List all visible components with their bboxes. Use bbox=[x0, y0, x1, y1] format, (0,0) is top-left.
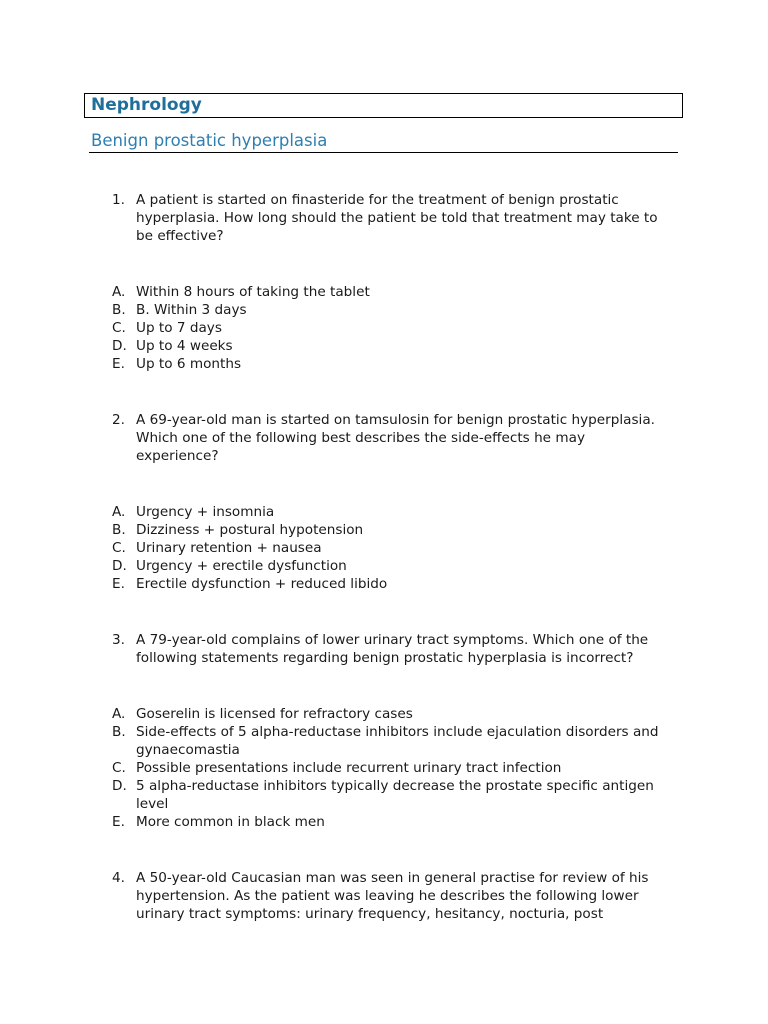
answer-option bbox=[0, 539, 671, 557]
option-text: Erectile dysfunction + reduced libido bbox=[136, 576, 388, 592]
option-text: 5 alpha-reductase inhibitors typically decrease the prostate specific antigen level bbox=[136, 778, 654, 812]
option-text: B. Within 3 days bbox=[136, 302, 247, 318]
option-letter: D. bbox=[112, 558, 127, 574]
option-letter: C. bbox=[112, 540, 126, 556]
option-letter: A. bbox=[112, 504, 126, 520]
question-text: A 69-year-old man is started on tamsulosin for benign prostatic hyperplasia. Which one of the following best describes the side-effects he may experience? bbox=[136, 412, 655, 464]
section-title: Nephrology bbox=[91, 95, 202, 115]
question-text: A patient is started on finasteride for the treatment of benign prostatic hyperplasia. How long should the patient be told that treatment may take to be effective? bbox=[136, 192, 658, 244]
question-1 bbox=[0, 191, 768, 373]
option-text: Up to 7 days bbox=[136, 320, 222, 336]
option-letter: B. bbox=[112, 724, 126, 740]
option-letter: B. bbox=[112, 522, 126, 538]
question-stem bbox=[0, 411, 671, 465]
option-letter: E. bbox=[112, 576, 125, 592]
answer-option bbox=[0, 503, 671, 521]
question-list bbox=[0, 191, 768, 923]
option-text: Side-effects of 5 alpha-reductase inhibitors include ejaculation disorders and gynaecomastia bbox=[136, 724, 659, 758]
question-2 bbox=[0, 411, 768, 593]
option-text: Goserelin is licensed for refractory cases bbox=[136, 706, 413, 722]
answer-option bbox=[0, 557, 671, 575]
option-text: More common in black men bbox=[136, 814, 325, 830]
answer-option bbox=[0, 521, 671, 539]
option-letter: D. bbox=[112, 778, 127, 794]
answer-option bbox=[0, 705, 671, 723]
answer-option bbox=[0, 723, 671, 759]
option-letter: E. bbox=[112, 814, 125, 830]
option-letter: C. bbox=[112, 760, 126, 776]
option-letter: B. bbox=[112, 302, 126, 318]
subtitle-underline-divider bbox=[89, 152, 678, 153]
answer-option bbox=[0, 301, 671, 319]
answer-option bbox=[0, 355, 671, 373]
question-stem bbox=[0, 191, 671, 245]
question-3 bbox=[0, 631, 768, 831]
answer-option bbox=[0, 283, 671, 301]
option-text: Urgency + insomnia bbox=[136, 504, 275, 520]
question-number: 2. bbox=[112, 412, 125, 428]
question-4 bbox=[0, 869, 768, 923]
question-text: A 50-year-old Caucasian man was seen in general practise for review of his hypertension. As the patient was leaving he describes the following lower urinary tract symptoms: urinary frequency, hesitancy, nocturia, post bbox=[136, 870, 649, 922]
question-number: 3. bbox=[112, 632, 125, 648]
option-text: Urinary retention + nausea bbox=[136, 540, 322, 556]
option-text: Within 8 hours of taking the tablet bbox=[136, 284, 370, 300]
topic-subtitle: Benign prostatic hyperplasia bbox=[91, 131, 328, 150]
option-letter: A. bbox=[112, 284, 126, 300]
option-letter: C. bbox=[112, 320, 126, 336]
question-text: A 79-year-old complains of lower urinary tract symptoms. Which one of the following statements regarding benign prostatic hyperplasia is incorrect? bbox=[136, 632, 649, 666]
answer-option bbox=[0, 759, 671, 777]
answer-option bbox=[0, 575, 671, 593]
section-header-box bbox=[84, 93, 683, 118]
answer-option bbox=[0, 813, 671, 831]
question-stem bbox=[0, 631, 671, 667]
question-number: 4. bbox=[112, 870, 125, 886]
answer-option bbox=[0, 777, 671, 813]
option-text: Dizziness + postural hypotension bbox=[136, 522, 364, 538]
option-text: Up to 4 weeks bbox=[136, 338, 233, 354]
question-stem bbox=[0, 869, 671, 923]
option-text: Possible presentations include recurrent urinary tract infection bbox=[136, 760, 562, 776]
answer-option bbox=[0, 319, 671, 337]
answer-option bbox=[0, 337, 671, 355]
option-letter: E. bbox=[112, 356, 125, 372]
option-letter: D. bbox=[112, 338, 127, 354]
option-letter: A. bbox=[112, 706, 126, 722]
option-text: Urgency + erectile dysfunction bbox=[136, 558, 347, 574]
question-number: 1. bbox=[112, 192, 125, 208]
option-text: Up to 6 months bbox=[136, 356, 242, 372]
